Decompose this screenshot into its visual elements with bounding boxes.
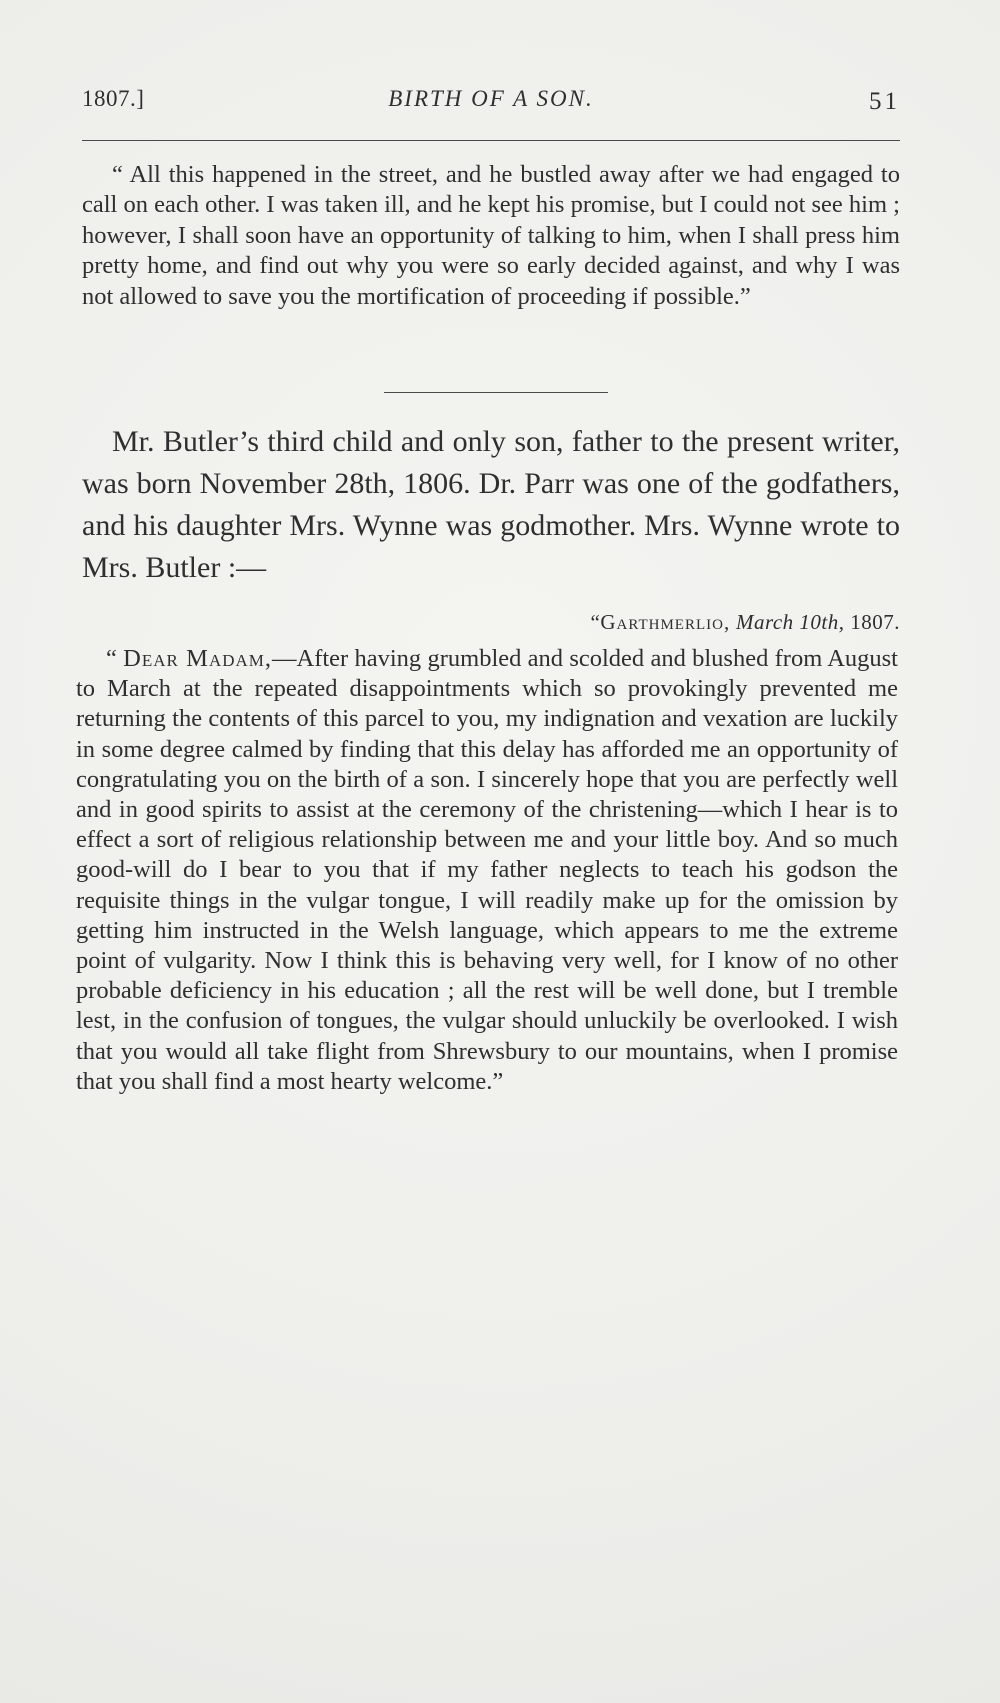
letter-dateline bbox=[591, 610, 900, 635]
page-number: 51 bbox=[869, 88, 900, 115]
letter-text: —After having grumbled and scolded and blushed from August to March at the repeated disappointments which so provokingly prevented me returning the contents of this parcel to you, my indignation and vexation are luckily in some degree calmed by finding that this delay has afforded me an opportunity of congratulating you on the birth of a son. I sincerely hope that you are perfectly well and in good spirits to assist at the ceremony of the christening—which I hear is to effect a sort of religious relationship between me and your little boy. And so much good-will do I bear to you that if my father neglects to teach his godson the requisite things in the vulgar tongue, I will readily make up for the omission by getting him instructed in the Welsh language, which appears to me the extreme point of vulgarity. Now I think this is behaving very well, for I know of no other probable deficiency in his education ; all the rest will be well done, but I tremble lest, in the confusion of tongues, the vulgar should unluckily be overlooked. I wish that you would all take flight from Shrewsbury to our mountains, when I promise that you shall find a most hearty welcome.” bbox=[76, 645, 898, 1095]
dateline-year: 1807. bbox=[850, 610, 900, 634]
letter-body bbox=[76, 644, 898, 1097]
section-divider bbox=[384, 392, 608, 393]
running-head-year: 1807.] bbox=[82, 86, 145, 111]
running-head bbox=[82, 84, 900, 120]
letter-salutation: Dear Madam, bbox=[123, 645, 273, 672]
dateline-date: March 10th, bbox=[735, 610, 845, 634]
running-head-title: BIRTH OF A SON. bbox=[388, 86, 594, 111]
letter-open-quote: “ bbox=[106, 645, 124, 672]
quoted-paragraph: “ All this happened in the street, and he bustled away after we had engaged to call on each other. I was taken ill, and he kept his promise, but I could not see him ; however, I shall soon have an opportunity of talking to him, when I shall press him pretty home, and find out why you were so early decided against, and why I was not allowed to save you the mortification of proceeding if possible.” bbox=[82, 161, 900, 310]
dateline-place: Garthmerlio, bbox=[600, 610, 731, 634]
dateline-open-quote: “ bbox=[590, 610, 601, 634]
narrative-paragraph: Mr. Butler’s third child and only son, father to the present writer, was born November 28th, 1806. Dr. Parr was one of the godfathers, and his daughter Mrs. Wynne was godmother. Mrs. Wynne wrote to Mrs. Butler :— bbox=[82, 425, 900, 584]
header-rule bbox=[82, 140, 900, 141]
